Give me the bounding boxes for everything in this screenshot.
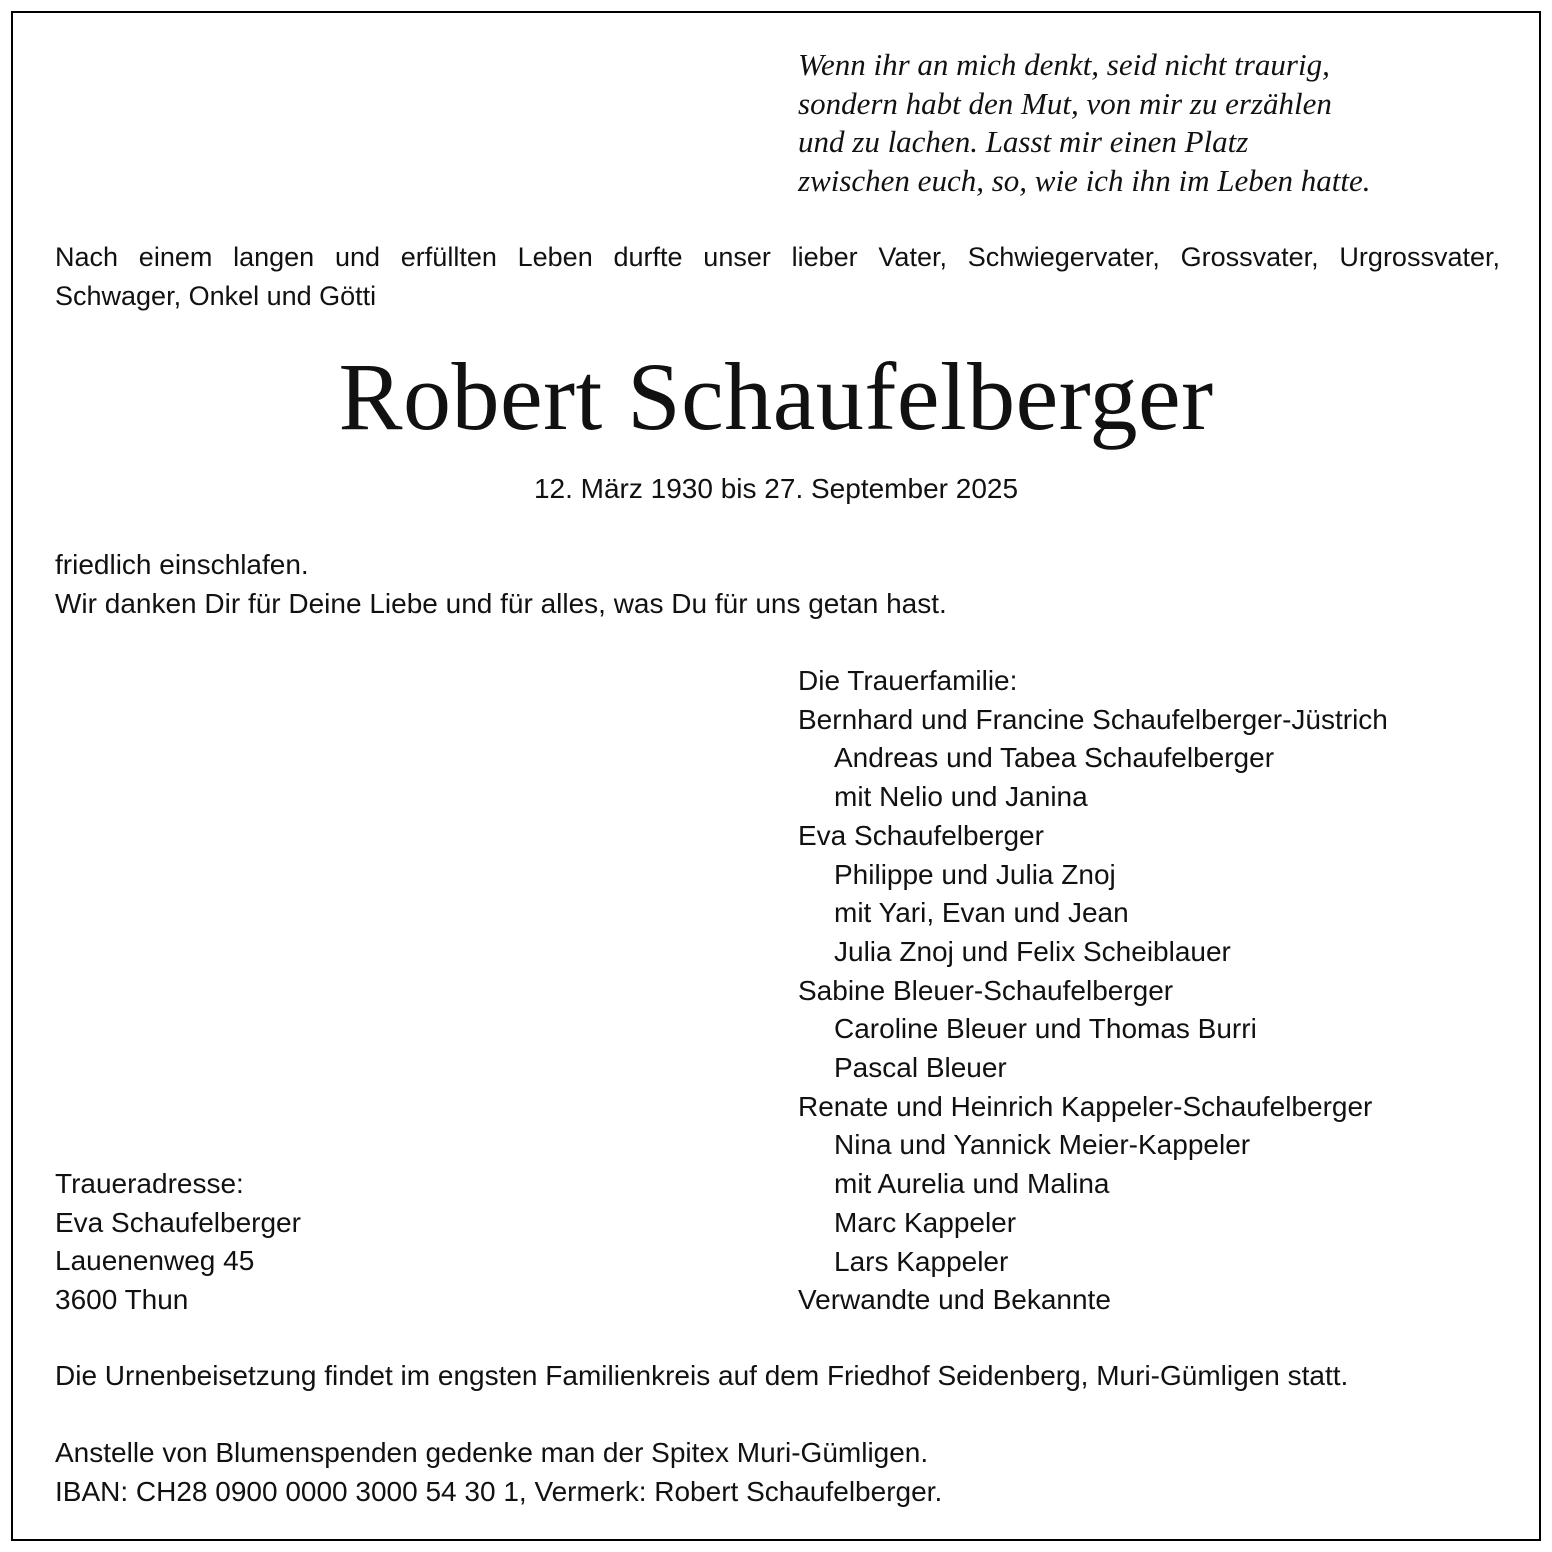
donation-notice xyxy=(55,1434,942,1511)
quote-line: zwischen euch, so, wie ich ihn im Leben hatte. xyxy=(798,163,1371,199)
family-member: Renate und Heinrich Kappeler-Schaufelberger xyxy=(798,1090,1373,1122)
donation-line: Anstelle von Blumenspenden gedenke man der Spitex Muri-Gümligen. xyxy=(55,1437,929,1468)
family-member-sub: mit Aurelia und Malina xyxy=(834,1168,1110,1200)
family-member-sub: mit Nelio und Janina xyxy=(834,781,1088,813)
family-member-sub: Philippe und Julia Znoj xyxy=(834,858,1116,890)
family-member: Eva Schaufelberger xyxy=(798,819,1044,851)
family-member: Verwandte und Bekannte xyxy=(798,1284,1111,1316)
memorial-quote xyxy=(798,46,1518,201)
deceased-name: Robert Schaufelberger xyxy=(338,343,1214,450)
address-label: Traueradresse: xyxy=(55,1168,244,1199)
family-member-sub: Pascal Bleuer xyxy=(834,1052,1007,1084)
address-street: Lauenenweg 45 xyxy=(55,1245,255,1277)
mourning-address xyxy=(55,1165,301,1320)
family-member-sub: Caroline Bleuer und Thomas Burri xyxy=(834,1013,1257,1045)
closing-line: Wir danken Dir für Deine Liebe und für alles, was Du für uns getan hast. xyxy=(55,587,947,619)
family-member-sub: Andreas und Tabea Schaufelberger xyxy=(834,742,1275,774)
family-heading: Die Trauerfamilie: xyxy=(798,665,1018,696)
quote-line: Wenn ihr an mich denkt, seid nicht traurig, xyxy=(798,47,1330,82)
address-name: Eva Schaufelberger xyxy=(55,1206,301,1238)
donation-iban: IBAN: CH28 0900 0000 3000 54 30 1, Vermerk: Robert Schaufelberger. xyxy=(55,1475,943,1507)
closing-line: friedlich einschlafen. xyxy=(55,549,309,580)
family-member-sub: Julia Znoj und Felix Scheiblauer xyxy=(834,935,1231,967)
intro-line: Schwager, Onkel und Götti xyxy=(55,280,377,311)
mourning-family xyxy=(798,662,1388,1320)
family-member-sub: Marc Kappeler xyxy=(834,1206,1017,1238)
intro-line: Nach einem langen und erfüllten Leben durfte unser lieber Vater, Schwiegervater, Grossvater, Urgrossvater, xyxy=(55,242,1500,272)
family-list xyxy=(798,701,1388,1320)
address-city: 3600 Thun xyxy=(55,1284,189,1316)
life-dates: 12. März 1930 bis 27. September 2025 xyxy=(533,473,1019,504)
burial-notice xyxy=(55,1357,1348,1396)
family-member-sub: Lars Kappeler xyxy=(834,1245,1009,1277)
family-member: Sabine Bleuer-Schaufelberger xyxy=(798,974,1174,1006)
intro-text xyxy=(55,238,1500,315)
burial-text: Die Urnenbeisetzung findet im engsten Familienkreis auf dem Friedhof Seidenberg, Muri-Gümligen statt. xyxy=(55,1360,1349,1391)
closing-text xyxy=(55,546,947,623)
family-member-sub: mit Yari, Evan und Jean xyxy=(834,897,1129,929)
quote-line: sondern habt den Mut, von mir zu erzählen xyxy=(798,85,1332,121)
quote-line: und zu lachen. Lasst mir einen Platz xyxy=(798,124,1249,160)
family-member: Bernhard und Francine Schaufelberger-Jüstrich xyxy=(798,703,1388,735)
family-member-sub: Nina und Yannick Meier-Kappeler xyxy=(834,1129,1251,1161)
